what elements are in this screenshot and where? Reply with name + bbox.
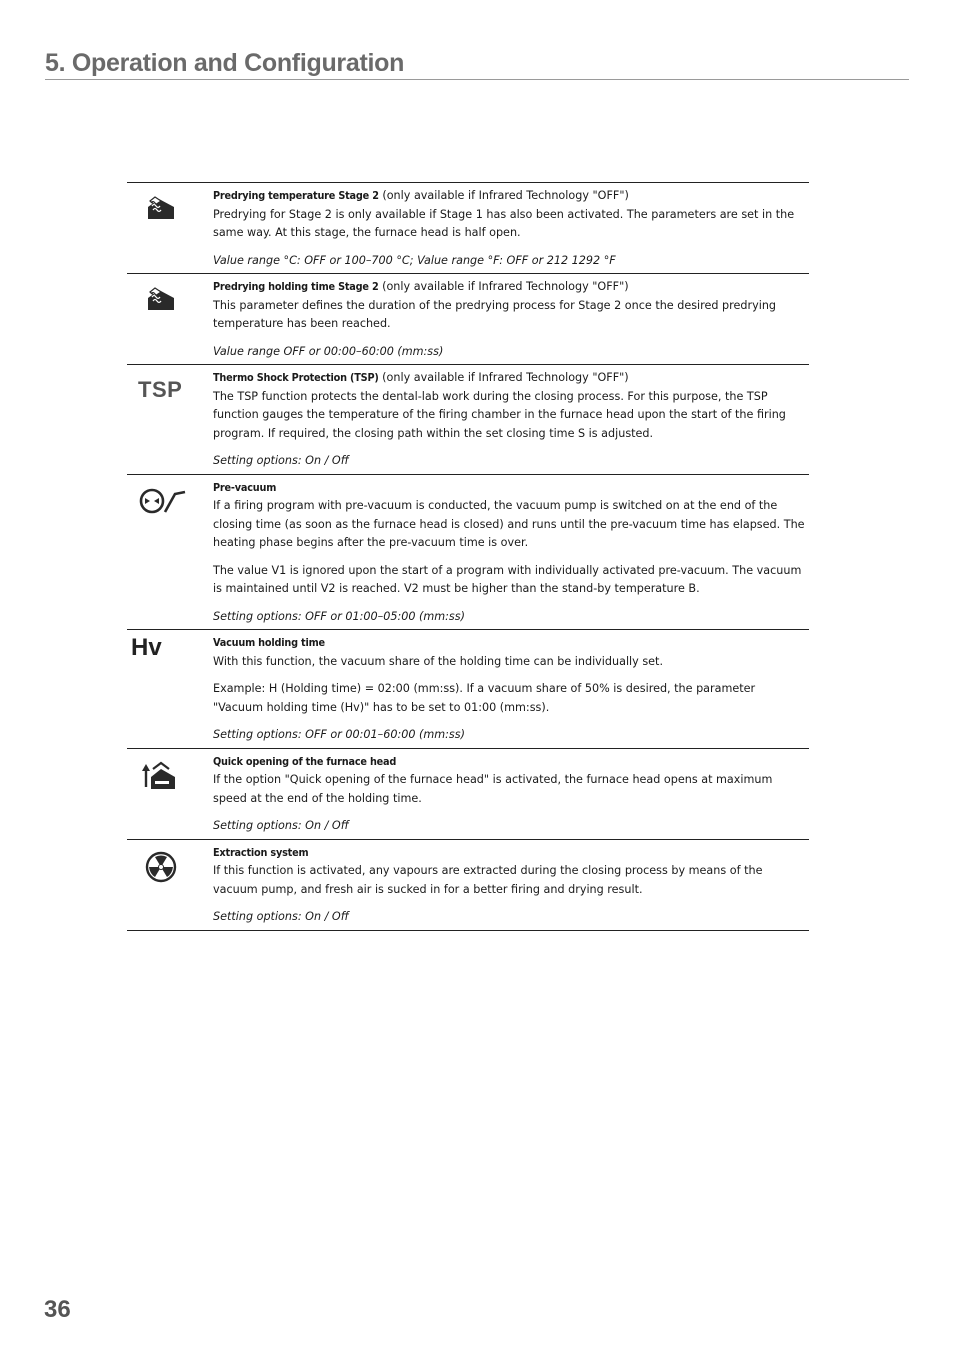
parameter-description: This parameter defines the duration of the predrying process for Stage 2 once the desired predrying temperature has been reached. bbox=[213, 298, 777, 330]
parameter-range: Setting options: OFF or 01:00–05:00 (mm:ss) bbox=[213, 609, 465, 623]
parameter-range: Value range OFF or 00:00–60:00 (mm:ss) bbox=[213, 344, 444, 358]
parameter-description: If this function is activated, any vapours are extracted during the closing process by means of the vacuum pump, and fresh air is sucked in for a better firing and drying result. bbox=[213, 864, 763, 896]
page-number: 36 bbox=[44, 1296, 71, 1323]
parameter-note: (only available if Infrared Technology "OFF") bbox=[378, 189, 629, 202]
pre-vacuum-icon bbox=[139, 485, 191, 517]
parameter-row bbox=[127, 274, 809, 365]
quick-opening-furnace-icon bbox=[139, 759, 183, 793]
parameter-row bbox=[127, 475, 809, 631]
parameter-range: Value range °C: OFF or 100–700 °C; Value range °F: OFF or 212 1292 °F bbox=[213, 253, 616, 267]
parameter-range: Setting options: On / Off bbox=[213, 454, 349, 467]
parameter-row bbox=[127, 630, 809, 749]
predrying-furnace-icon bbox=[139, 284, 179, 316]
predrying-furnace-icon bbox=[139, 193, 179, 225]
parameter-description: The value V1 is ignored upon the start of a program with individually activated pre-vacuum. The vacuum is maintained until V2 is reached. V2 must be higher than the stand-by temperature B. bbox=[213, 563, 802, 595]
parameter-description: The TSP function protects the dental-lab work during the closing process. For this purpose, the TSP function gauges the temperature of the firing chamber in the furnace head upon the start of the firing program. If required, the closing path within the set closing time S is adjusted. bbox=[213, 389, 786, 440]
tsp-icon: TSP bbox=[138, 377, 183, 402]
parameter-note: (only available if Infrared Technology "OFF") bbox=[378, 371, 629, 384]
parameter-title: Predrying temperature Stage 2 bbox=[213, 189, 379, 202]
parameter-row bbox=[127, 183, 809, 274]
parameter-range: Setting options: OFF or 00:01–60:00 (mm:ss) bbox=[213, 728, 465, 741]
parameter-title: Predrying holding time Stage 2 bbox=[213, 280, 379, 293]
parameter-table bbox=[127, 182, 809, 931]
parameter-title: Pre-vacuum bbox=[213, 480, 277, 494]
parameter-row bbox=[127, 365, 809, 475]
parameter-row bbox=[127, 840, 809, 931]
parameter-range: Setting options: On / Off bbox=[213, 819, 349, 832]
parameter-title: Quick opening of the furnace head bbox=[213, 754, 397, 768]
parameter-row bbox=[127, 749, 809, 840]
parameter-title: Thermo Shock Protection (TSP) bbox=[213, 371, 379, 384]
parameter-range: Setting options: On / Off bbox=[213, 910, 349, 923]
parameter-title: Extraction system bbox=[213, 845, 309, 859]
parameter-description: If the option "Quick opening of the furnace head" is activated, the furnace head opens at maximum speed at the end of the holding time. bbox=[213, 773, 773, 805]
parameter-note: (only available if Infrared Technology "OFF") bbox=[378, 280, 629, 293]
parameter-title: Vacuum holding time bbox=[213, 636, 325, 649]
parameter-description: With this function, the vacuum share of the holding time can be individually set. bbox=[213, 654, 664, 668]
parameter-description: Predrying for Stage 2 is only available if Stage 1 has also been activated. The parameters are set in the same way. At this stage, the furnace head is half open. bbox=[213, 207, 795, 239]
hv-icon: Hv bbox=[131, 634, 162, 661]
chapter-title: 5. Operation and Configuration bbox=[45, 47, 909, 80]
parameter-description: If a firing program with pre-vacuum is conducted, the vacuum pump is switched on at the end of the closing time (as soon as the furnace head is closed) and runs until the pre-vacuum time has elapsed. The heating phase begins after the pre-vacuum time is over. bbox=[213, 499, 805, 549]
extraction-fan-icon bbox=[139, 850, 179, 884]
parameter-description: Example: H (Holding time) = 02:00 (mm:ss). If a vacuum share of 50% is desired, the parameter "Vacuum holding time (Hv)" has to be set to 01:00 (mm:ss). bbox=[213, 682, 756, 714]
